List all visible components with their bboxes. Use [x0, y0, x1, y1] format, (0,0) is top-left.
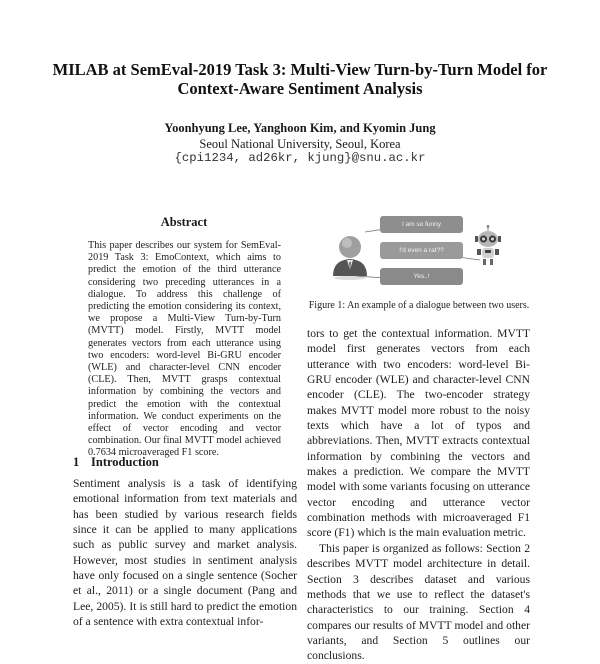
- figure-1-dialogue: [330, 212, 520, 292]
- robot-icon: [473, 225, 503, 267]
- abstract-text: This paper describes our system for SemEval-2019 Task 3: EmoContext, which aims to predict the emotion of the third utterance considering two preceding utterances in a dialogue. To address this challenge of predicting the emotion considering its context, we propose a Multi-View Turn-by-Turn (MVTT) model. Firstly, MVTT model generates vectors from each utterance using two encoders: word-level Bi-GRU encoder (WLE) and character-level CNN encoder (CLE). Then, MVTT grasps contextual information by combining the vectors and predict the emotion with the contextual information. We conduct experiments on the effect of vector encoding and vector combination. Our final MVTT model achieved 0.7634 microaveraged F1 score.: [88, 240, 281, 459]
- intro-paragraph-3: This paper is organized as follows: Section 2 describes MVTT model architecture in detail. Section 3 describes dataset and various methods that we use to reflect the dataset's characteristics to our training. Section 4 compares our results of MVTT model and other variants, and Section 5 outlines our conclusions.: [307, 541, 530, 663]
- speech-bubble-2: I'd even a rat??: [380, 242, 463, 259]
- authors: Yoonhyung Lee, Yanghoon Kim, and Kyomin Jung: [164, 121, 436, 135]
- intro-paragraph-1: Sentiment analysis is a task of identifying emotional information from text materials and has been studied by various research fields since it can be applied to many applications such as public survey and market analysis. However, most studies in sentiment analysis have only focused on a single sentence (Socher et al., 2011) or a single document (Pang and Lee, 2005). It is still hard to predict the emotion of a sentence with extra contextual infor-: [73, 477, 297, 629]
- author-emails: {cpi1234, ad26kr, kjung}@snu.ac.kr: [174, 151, 426, 165]
- figure-1-caption: Figure 1: An example of a dialogue between two users.: [308, 300, 530, 311]
- affiliation: Seoul National University, Seoul, Korea: [199, 137, 401, 151]
- paper-title: [40, 60, 560, 98]
- right-column-body: [307, 326, 530, 664]
- section-title: Introduction: [91, 455, 159, 469]
- left-column-body: [73, 476, 297, 629]
- title-line-2: Context-Aware Sentiment Analysis: [177, 79, 423, 98]
- speech-bubble-1: I am so funny: [380, 216, 463, 233]
- speech-bubble-3: Yes..!: [380, 268, 463, 285]
- abstract-heading: Abstract: [160, 215, 208, 229]
- section-heading-introduction: [73, 455, 159, 470]
- title-line-1: MILAB at SemEval-2019 Task 3: Multi-View Turn-by-Turn Model for: [52, 60, 548, 79]
- section-number: 1: [73, 455, 80, 469]
- intro-paragraph-2: tors to get the contextual information. MVTT model first generates vectors from each utterance with two encoders: word-level Bi-GRU encoder (WLE) and character-level CNN encoder (CLE). The two-encoder strategy makes MVTT model more robust to the noisy texts which have a lot of typos and abbreviations. Then, MVTT extracts contextual information by combining the vectors and makes a prediction. We compare the MVTT model with some variants focusing on utterance vector encoding and utterance vector combination methods with microaveraged F1 score (F1) which is the main evaluation metric.: [307, 327, 530, 540]
